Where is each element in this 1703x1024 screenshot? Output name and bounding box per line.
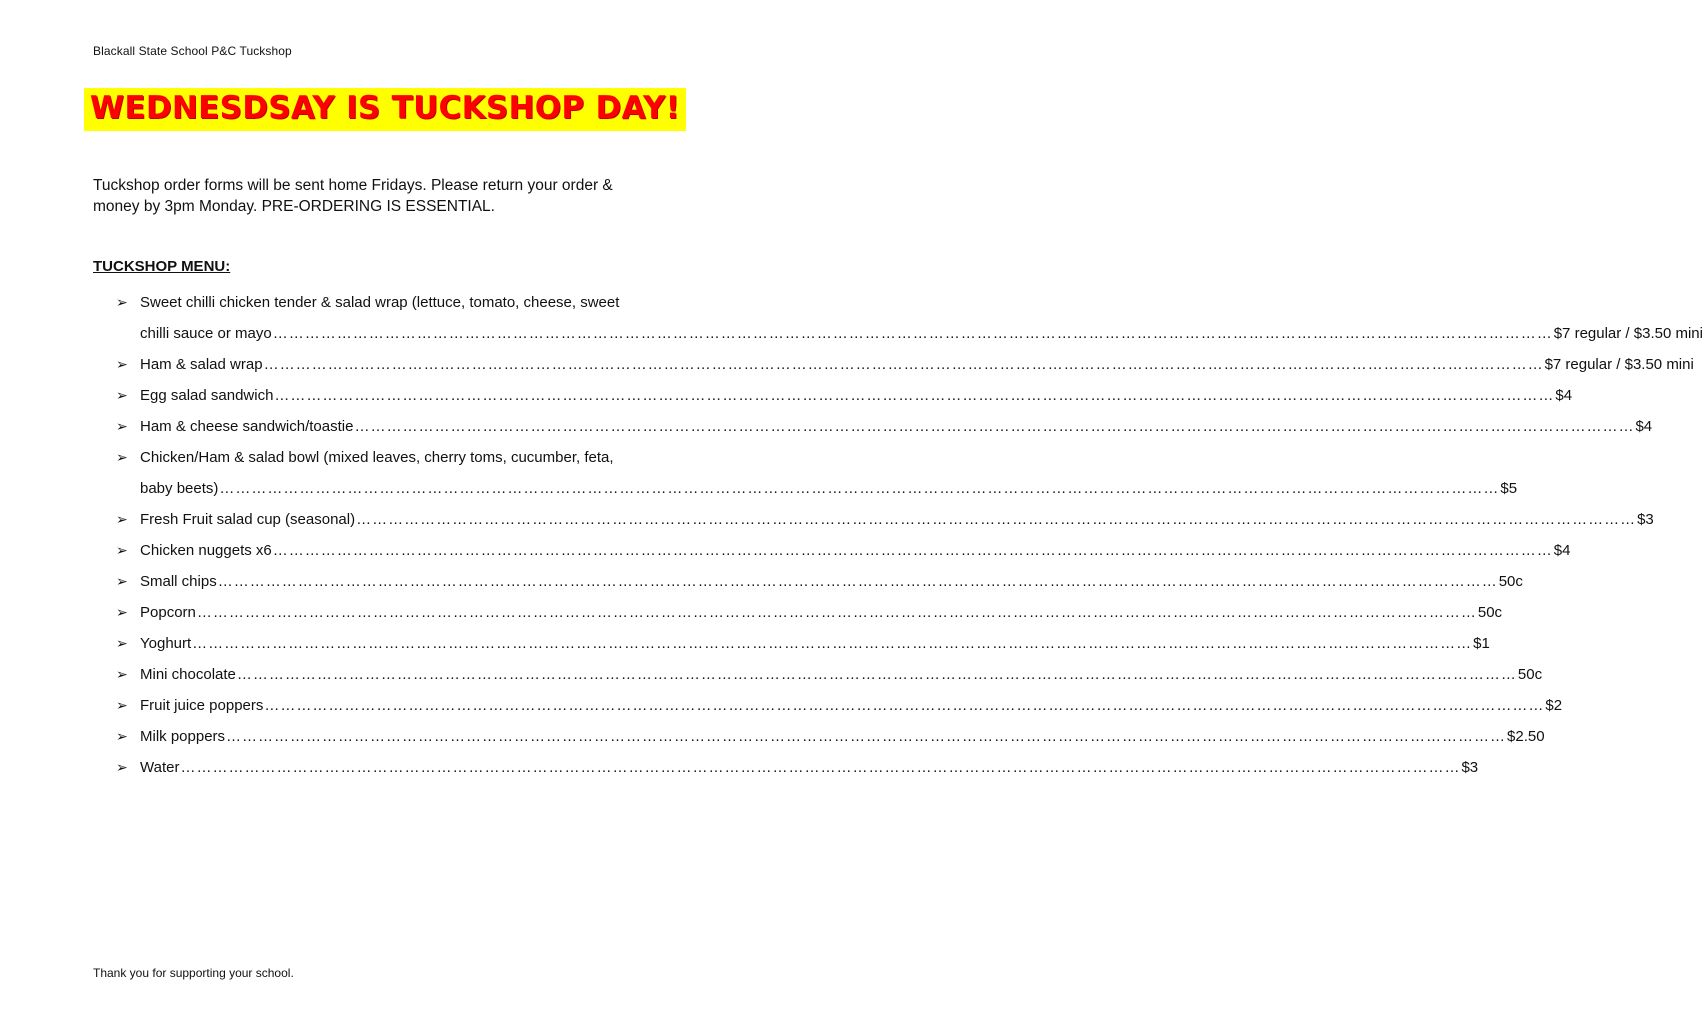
menu-item-row bbox=[140, 473, 1518, 504]
menu-item bbox=[116, 597, 1503, 628]
intro-line-2: money by 3pm Monday. PRE-ORDERING IS ESSENTIAL. bbox=[93, 198, 495, 215]
menu-item-row bbox=[140, 628, 1490, 659]
menu-item-label: Ham & salad wrap bbox=[140, 356, 263, 373]
menu-item bbox=[116, 349, 1694, 380]
dot-leader: …………………………………………………………………………………………………………………………………………………………………………………………………………………… bbox=[354, 418, 1635, 435]
menu-item-row bbox=[140, 411, 1653, 442]
intro-line-1: Tuckshop order forms will be sent home Fridays. Please return your order & bbox=[93, 177, 613, 194]
dot-leader: …………………………………………………………………………………………………………………………………………………………………………………………………………………… bbox=[226, 728, 1507, 745]
menu-item-label: baby beets) bbox=[140, 480, 219, 497]
menu-item bbox=[116, 566, 1523, 597]
dot-leader: …………………………………………………………………………………………………………………………………………………………………………………………………………………… bbox=[274, 387, 1555, 404]
menu-item-label: Ham & cheese sandwich/toastie bbox=[140, 418, 354, 435]
dot-leader: …………………………………………………………………………………………………………………………………………………………………………………………………………………… bbox=[272, 325, 1553, 342]
menu-item-label: Egg salad sandwich bbox=[140, 387, 274, 404]
page-footer: Thank you for supporting your school. bbox=[93, 966, 294, 980]
dot-leader: …………………………………………………………………………………………………………………………………………………………………………………………………………………… bbox=[356, 511, 1637, 528]
menu-item-label: Mini chocolate bbox=[140, 666, 236, 683]
dot-leader: …………………………………………………………………………………………………………………………………………………………………………………………………………………… bbox=[272, 542, 1553, 559]
arrow-bullet-icon: ➢ bbox=[116, 356, 128, 372]
menu-item-description: Chicken/Ham & salad bowl (mixed leaves, cherry toms, cucumber, feta, bbox=[140, 449, 614, 466]
arrow-bullet-icon: ➢ bbox=[116, 728, 128, 744]
menu-item-row bbox=[140, 566, 1523, 597]
menu-item-price: 50c bbox=[1477, 604, 1503, 621]
menu-item-label: Fresh Fruit salad cup (seasonal) bbox=[140, 511, 356, 528]
page-title: WEDNESDSAY IS TUCKSHOP DAY! bbox=[84, 88, 686, 131]
menu-item-label: Popcorn bbox=[140, 604, 196, 621]
menu-item-label: chilli sauce or mayo bbox=[140, 325, 272, 342]
arrow-bullet-icon: ➢ bbox=[116, 697, 128, 713]
dot-leader: …………………………………………………………………………………………………………………………………………………………………………………………………………………… bbox=[217, 573, 1498, 590]
menu-item-label: Fruit juice poppers bbox=[140, 697, 264, 714]
menu-item-label: Chicken nuggets x6 bbox=[140, 542, 272, 559]
menu-item bbox=[116, 690, 1563, 721]
menu-heading: TUCKSHOP MENU: bbox=[93, 258, 231, 275]
dot-leader: …………………………………………………………………………………………………………………………………………………………………………………………………………………… bbox=[180, 759, 1461, 776]
menu-item-row bbox=[140, 597, 1503, 628]
dot-leader: …………………………………………………………………………………………………………………………………………………………………………………………………………………… bbox=[263, 356, 1544, 373]
menu-item-price: 50c bbox=[1498, 573, 1523, 590]
arrow-bullet-icon: ➢ bbox=[116, 387, 128, 403]
menu-item-price: $3 bbox=[1461, 759, 1479, 776]
menu-item-price: $7 regular / $3.50 mini bbox=[1553, 325, 1703, 342]
arrow-bullet-icon: ➢ bbox=[116, 294, 128, 310]
menu-item-price: $2.50 bbox=[1507, 728, 1545, 745]
menu-item-price: $4 bbox=[1555, 387, 1573, 404]
arrow-bullet-icon: ➢ bbox=[116, 573, 128, 589]
arrow-bullet-icon: ➢ bbox=[116, 635, 128, 651]
arrow-bullet-icon: ➢ bbox=[116, 604, 128, 620]
menu-item-price: 50c bbox=[1517, 666, 1543, 683]
menu-item-row bbox=[140, 380, 1573, 411]
arrow-bullet-icon: ➢ bbox=[116, 666, 128, 682]
menu-item bbox=[116, 442, 1518, 504]
menu-item-price: $1 bbox=[1473, 635, 1490, 652]
page-header: Blackall State School P&C Tuckshop bbox=[93, 44, 292, 58]
arrow-bullet-icon: ➢ bbox=[116, 542, 128, 558]
menu-item-row bbox=[140, 690, 1563, 721]
menu-item-price: $2 bbox=[1545, 697, 1563, 714]
arrow-bullet-icon: ➢ bbox=[116, 511, 128, 527]
menu-item-price: $3 bbox=[1637, 511, 1654, 528]
menu-item-row bbox=[140, 349, 1694, 380]
menu-item-price: $5 bbox=[1500, 480, 1518, 497]
dot-leader: …………………………………………………………………………………………………………………………………………………………………………………………………………………… bbox=[196, 604, 1477, 621]
menu-item-price: $7 regular / $3.50 mini bbox=[1544, 356, 1694, 373]
menu-item bbox=[116, 752, 1479, 783]
menu-item-price: $4 bbox=[1553, 542, 1571, 559]
menu-item-label: Yoghurt bbox=[140, 635, 192, 652]
menu-item-label: Milk poppers bbox=[140, 728, 226, 745]
menu-item bbox=[116, 287, 1703, 349]
menu-item-price: $4 bbox=[1635, 418, 1653, 435]
dot-leader: …………………………………………………………………………………………………………………………………………………………………………………………………………………… bbox=[236, 666, 1517, 683]
menu-item-row bbox=[140, 318, 1703, 349]
menu-item bbox=[116, 628, 1490, 659]
menu-item bbox=[116, 411, 1653, 442]
menu-item bbox=[116, 504, 1654, 535]
arrow-bullet-icon: ➢ bbox=[116, 449, 128, 465]
dot-leader: …………………………………………………………………………………………………………………………………………………………………………………………………………………… bbox=[264, 697, 1545, 714]
menu-item-row bbox=[140, 721, 1545, 752]
intro-paragraph bbox=[93, 175, 673, 217]
menu-item-row bbox=[140, 752, 1479, 783]
menu-item bbox=[116, 535, 1571, 566]
arrow-bullet-icon: ➢ bbox=[116, 418, 128, 434]
title-container bbox=[0, 88, 770, 131]
menu-item-row bbox=[140, 504, 1654, 535]
menu-item-description: Sweet chilli chicken tender & salad wrap (lettuce, tomato, cheese, sweet bbox=[140, 294, 620, 311]
menu-list bbox=[116, 287, 1703, 783]
menu-item bbox=[116, 659, 1543, 690]
menu-item-row bbox=[140, 535, 1571, 566]
dot-leader: …………………………………………………………………………………………………………………………………………………………………………………………………………………… bbox=[192, 635, 1473, 652]
menu-item bbox=[116, 380, 1573, 411]
menu-item-row bbox=[140, 659, 1543, 690]
menu-item bbox=[116, 721, 1545, 752]
dot-leader: …………………………………………………………………………………………………………………………………………………………………………………………………………………… bbox=[219, 480, 1500, 497]
menu-item-label: Water bbox=[140, 759, 180, 776]
menu-item-label: Small chips bbox=[140, 573, 217, 590]
arrow-bullet-icon: ➢ bbox=[116, 759, 128, 775]
